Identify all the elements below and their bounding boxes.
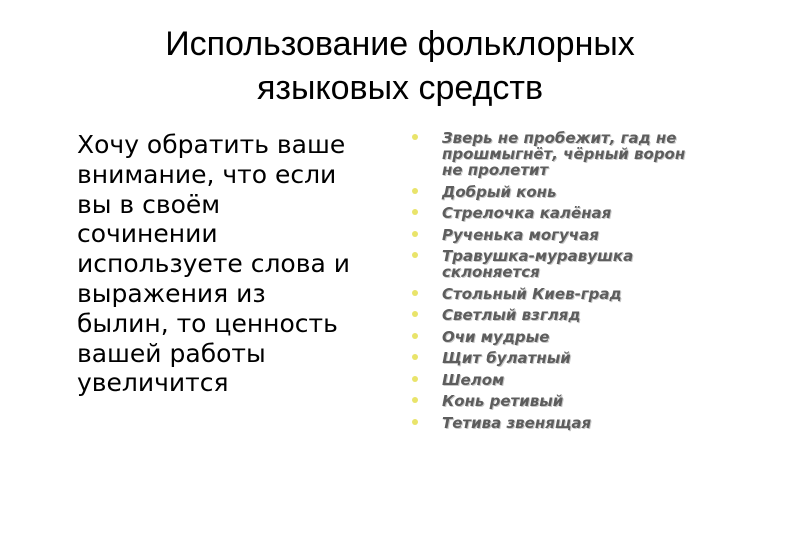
list-item [410,227,710,243]
bullet-dot-icon [412,333,418,339]
list-item-line: Щит булатный [442,349,571,367]
list-item-line: Травушка-муравушка [442,247,634,265]
slide-title [40,22,760,110]
bullet-dot-icon [412,252,418,258]
list-item-line: Очи мудрые [442,327,550,346]
body-line: вы в своём [77,189,221,219]
list-item-line: не пролетит [442,161,549,179]
title-line: языковых средств [256,69,544,107]
list-item [410,286,710,302]
bullet-dot-icon [412,354,418,360]
list-item-line: Конь ретивый [442,392,564,410]
list-item [410,184,710,200]
bullet-dot-icon [412,290,418,296]
body-line: увеличится [77,368,229,398]
title-line: Использование фольклорных [165,25,635,63]
list-item [410,205,710,221]
list-item [410,372,710,388]
list-item-line: Светлый взгляд [442,306,581,324]
list-item [410,329,710,345]
body-line: внимание, что если [77,159,337,189]
list-item-line: Рученька могучая [442,225,599,244]
bullet-dot-icon [412,134,418,140]
body-line: былин, то ценность [77,308,338,338]
body-line: выражения из [77,278,266,308]
list-item-line: склоняется [442,263,540,281]
list-item [410,350,710,366]
bullet-dot-icon [412,209,418,215]
list-item [410,130,710,178]
bullet-dot-icon [412,419,418,425]
list-item-line: Добрый конь [442,182,557,201]
bullet-dot-icon [412,311,418,317]
bullet-dot-icon [412,231,418,237]
list-item [410,307,710,323]
folklore-expressions-list [410,130,710,436]
bullet-dot-icon [412,397,418,403]
body-line: сочинении [77,219,218,249]
body-line: используете слова и [77,249,350,279]
list-item [410,415,710,431]
bullet-dot-icon [412,376,418,382]
body-line: вашей работы [77,338,266,368]
list-item [410,248,710,280]
list-item-line: Тетива звенящая [442,413,592,432]
list-item-line: Стрелочка калёная [442,204,612,222]
list-item [410,393,710,409]
bullet-dot-icon [412,188,418,194]
list-item-line: Зверь не пробежит, гад не [442,129,677,147]
list-item-line: прошмыгнёт, чёрный ворон [442,145,686,163]
list-item-line: Шелом [442,370,505,389]
list-item-line: Стольный Киев-град [442,284,622,303]
body-line: Хочу обратить ваше [77,130,346,159]
left-body-text [77,130,397,398]
